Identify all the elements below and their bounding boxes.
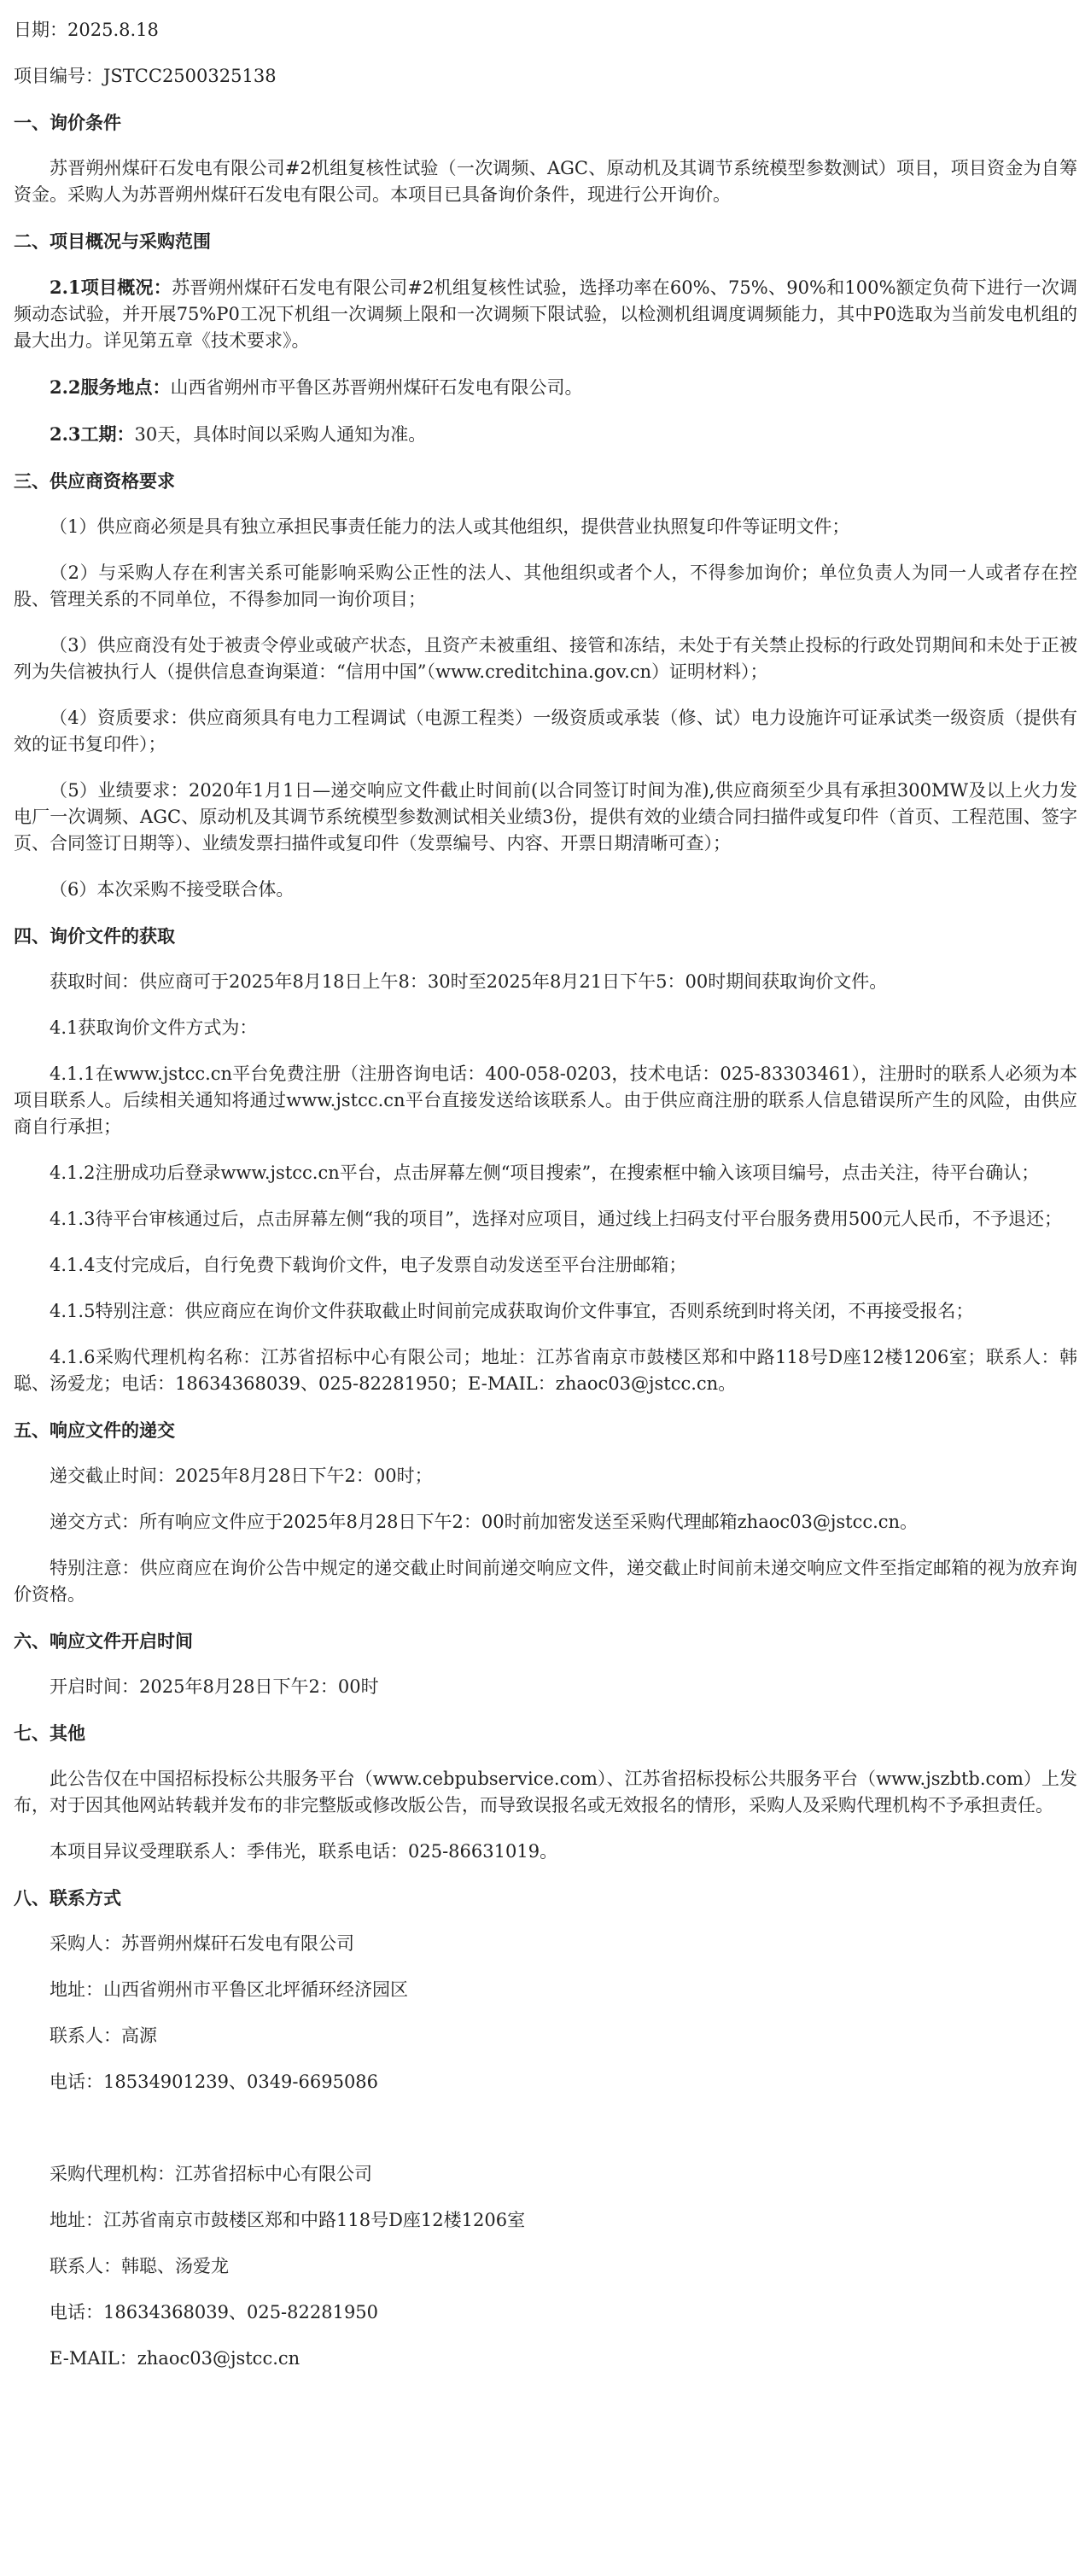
agency-email: E-MAIL：zhaoc03@jstcc.cn: [50, 2348, 300, 2369]
section-3-title: 三、供应商资格要求: [14, 470, 175, 492]
buyer-name: 采购人：苏晋朔州煤矸石发电有限公司: [50, 1933, 354, 1954]
section-4-item: 4.1.1在www.jstcc.cn平台免费注册（注册咨询电话：400-058-0203，技术电话：025-83303461），注册时的联系人必须为本项目联系人。后续相关通知将通过www.jstcc.cn平台直接发送给该联系人。由于供应商注册的联系人信息错误所产生的风险，由供应商自行承担；: [14, 1064, 1077, 1137]
section-3-item: （6）本次采购不接受联合体。: [50, 879, 295, 900]
section-3-item: （5）业绩要求：2020年1月1日—递交响应文件截止时间前(以合同签订时间为准),供应商须至少具有承担300MW及以上火力发电厂一次调频、AGC、原动机及其调节系统模型参数测试相关业绩3份，提供有效的业绩合同扫描件或复印件（首页、工程范围、签字页、合同签订日期等）、业绩发票扫描件或复印件（发票编号、内容、开票日期清晰可查）；: [14, 780, 1077, 854]
section-2-item-3-text: 30天，具体时间以采购人通知为准。: [134, 424, 427, 445]
section-5-item: 递交截止时间：2025年8月28日下午2：00时；: [50, 1466, 433, 1486]
section-2-item-1-text: 苏晋朔州煤矸石发电有限公司#2机组复核性试验，选择功率在60%、75%、90%和100%额定负荷下进行一次调频动态试验，并开展75%P0工况下机组一次调频上限和一次调频下限试验，以检测机组调度调频能力，其中P0选取为当前发电机组的最大出力。详见第五章《技术要求》。: [14, 277, 1077, 351]
section-2-item-1-label: 2.1项目概况：: [50, 277, 172, 298]
section-4-item: 4.1.5特别注意：供应商应在询价文件获取截止时间前完成获取询价文件事宜，否则系统到时将关闭，不再接受报名；: [50, 1301, 974, 1321]
buyer-address: 地址：山西省朔州市平鲁区北坪循环经济园区: [50, 1979, 408, 2000]
section-6-item: 开启时间：2025年8月28日下午2：00时: [50, 1676, 379, 1697]
agency-contact: 联系人：韩聪、汤爱龙: [50, 2256, 229, 2276]
section-4-item: 获取时间：供应商可于2025年8月18日上午8：30时至2025年8月21日下午5：00时期间获取询价文件。: [50, 971, 888, 992]
section-7-item: 此公告仅在中国招标投标公共服务平台（www.cebpubservice.com）、江苏省招标投标公共服务平台（www.jszbtb.com）上发布，对于因其他网站转载并发布的非完整版或修改版公告，而导致误报名或无效报名的情形，采购人及采购代理机构不予承担责任。: [14, 1769, 1077, 1815]
section-6-title: 六、响应文件开启时间: [14, 1630, 193, 1652]
section-4-item: 4.1.4支付完成后，自行免费下载询价文件，电子发票自动发送至平台注册邮箱；: [50, 1255, 687, 1275]
section-5-item: 递交方式：所有响应文件应于2025年8月28日下午2：00时前加密发送至采购代理邮箱zhaoc03@jstcc.cn。: [50, 1512, 919, 1532]
section-4-item: 4.1.3待平台审核通过后，点击屏幕左侧“我的项目”，选择对应项目，通过线上扫码支付平台服务费用500元人民币，不予退还；: [50, 1209, 1062, 1229]
section-2-item-3: [14, 421, 1077, 448]
section-2-item-2: [14, 374, 1077, 401]
section-4-item: 4.1.2注册成功后登录www.jstcc.cn平台，点击屏幕左侧“项目搜索”，在搜索框中输入该项目编号，点击关注，待平台确认；: [50, 1163, 1040, 1183]
section-2-item-2-text: 山西省朔州市平鲁区苏晋朔州煤矸石发电有限公司。: [170, 377, 583, 398]
section-2-title: 二、项目概况与采购范围: [14, 230, 211, 252]
date-line: 日期：2025.8.18: [14, 20, 159, 40]
section-7-item: 本项目异议受理联系人：季伟光，联系电话：025-86631019。: [50, 1841, 558, 1862]
section-5-item: 特别注意：供应商应在询价公告中规定的递交截止时间前递交响应文件，递交截止时间前未递交响应文件至指定邮箱的视为放弃询价资格。: [14, 1558, 1077, 1605]
agency-phone: 电话：18634368039、025-82281950: [50, 2302, 379, 2322]
section-2-item-3-label: 2.3工期：: [50, 423, 135, 445]
section-2-item-2-label: 2.2服务地点：: [50, 376, 171, 398]
section-3-item: （1）供应商必须是具有独立承担民事责任能力的法人或其他组织，提供营业执照复印件等证明文件；: [50, 516, 850, 537]
spacer: [14, 2115, 1077, 2161]
section-1-paragraph: 苏晋朔州煤矸石发电有限公司#2机组复核性试验（一次调频、AGC、原动机及其调节系统模型参数测试）项目，项目资金为自筹资金。采购人为苏晋朔州煤矸石发电有限公司。本项目已具备询价条件，现进行公开询价。: [14, 158, 1077, 205]
section-2-item-1: [14, 274, 1077, 354]
section-8-title: 八、联系方式: [14, 1887, 121, 1909]
section-7-title: 七、其他: [14, 1722, 85, 1744]
section-3-item: （2）与采购人存在利害关系可能影响采购公正性的法人、其他组织或者个人，不得参加询价；单位负责人为同一人或者存在控股、管理关系的不同单位，不得参加同一询价项目；: [14, 562, 1077, 609]
section-4-item: 4.1获取询价文件方式为：: [50, 1017, 258, 1038]
section-4-title: 四、询价文件的获取: [14, 925, 175, 947]
section-3-item: （4）资质要求：供应商须具有电力工程调试（电源工程类）一级资质或承装（修、试）电力设施许可证承试类一级资质（提供有效的证书复印件）；: [14, 708, 1077, 755]
section-5-title: 五、响应文件的递交: [14, 1419, 175, 1441]
buyer-phone: 电话：18534901239、0349-6695086: [50, 2072, 379, 2092]
section-4-item: 4.1.6采购代理机构名称：江苏省招标中心有限公司；地址：江苏省南京市鼓楼区郑和中路118号D座12楼1206室；联系人：韩聪、汤爱龙；电话：18634368039、025-82281950；E-MAIL：zhaoc03@jstcc.cn。: [14, 1347, 1077, 1394]
agency-name: 采购代理机构：江苏省招标中心有限公司: [50, 2164, 372, 2184]
section-1-title: 一、询价条件: [14, 112, 121, 133]
buyer-contact: 联系人：高源: [50, 2025, 157, 2046]
section-3-item: （3）供应商没有处于被责令停业或破产状态，且资产未被重组、接管和冻结，未处于有关禁止投标的行政处罚期间和未处于正被列为失信被执行人（提供信息查询渠道：“信用中国”（www.creditchina.gov.cn）证明材料）；: [14, 635, 1077, 682]
agency-address: 地址：江苏省南京市鼓楼区郑和中路118号D座12楼1206室: [50, 2210, 526, 2230]
project-number: 项目编号：JSTCC2500325138: [14, 66, 277, 86]
